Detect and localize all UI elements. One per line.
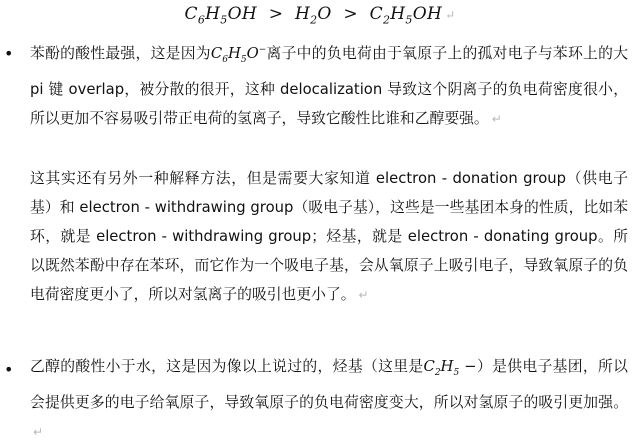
formula-subscript: 2: [382, 13, 391, 27]
formula-subscript: 5: [220, 13, 228, 27]
formula-symbol: H: [390, 4, 406, 24]
formula-subscript: 6: [197, 13, 206, 27]
formula-symbol: −: [459, 358, 477, 375]
alternative-explanation-paragraph: [30, 164, 628, 310]
formula-symbol: C: [184, 4, 198, 24]
water-formula: [294, 4, 332, 27]
formula-symbol: H: [294, 4, 311, 24]
formula-charge: −: [258, 45, 267, 55]
formula-symbol: C: [423, 358, 435, 375]
formula-subscript: 6: [222, 54, 228, 65]
paragraph-text: 苯酚的酸性最强，这是因为: [30, 44, 211, 62]
formula-subscript: 2: [310, 13, 318, 27]
bullet-marker: •: [4, 360, 14, 379]
paragraph-mark: ↵: [445, 8, 456, 22]
formula-symbol: OH: [412, 4, 443, 24]
formula-symbol: C: [210, 44, 223, 62]
formula-subscript: 2: [434, 367, 441, 378]
formula-symbol: H: [205, 4, 221, 24]
ethyl-group-formula: [423, 358, 477, 378]
paragraph-text: 离子中的负电荷由于氧原子上的孤对电子与苯环上的大 pi 键 overlap，被分散的很开，这种 delocalization 导致这个阴离子的负电荷密度很小，所以更加不容易吸引带正电荷的氢离子，导致它酸性比谁和乙醇要强。: [30, 44, 628, 127]
formula-symbol: O: [317, 4, 332, 24]
formula-symbol: H: [227, 44, 241, 62]
formula-symbol: OH: [227, 4, 257, 24]
greater-than-sign: >: [343, 4, 358, 24]
paragraph-text: 乙醇的酸性小于水，这是因为像以上说过的，烃基（这里是: [30, 358, 424, 375]
formula-symbol: C: [369, 4, 383, 24]
greater-than-sign: >: [268, 4, 284, 24]
formula-symbol: H: [440, 358, 454, 375]
formula-subscript: 5: [453, 367, 460, 378]
paragraph-text: ）是供电子基团，所以会提供更多的电子给氧原子，导致氧原子的负电荷密度变大，所以对氢原子的吸引更加强。: [30, 358, 628, 411]
phenol-formula: [184, 4, 257, 27]
bullet-marker: •: [4, 44, 14, 63]
formula-symbol: O: [246, 44, 259, 62]
ethanol-formula: [369, 4, 443, 27]
formula-subscript: 5: [405, 13, 413, 27]
paragraph-mark: ↵: [33, 424, 44, 439]
acidity-order-formula: [0, 4, 640, 26]
phenoxide-ion-formula: [210, 44, 267, 65]
formula-subscript: 5: [240, 54, 247, 65]
paragraph-text: 这其实还有另外一种解释方法，但是需要大家知道 electron - donation group（供电子基）和 electron - withdrawing group（吸电子基），这些是一些基团本身的性质，比如苯环，就是 electron - withdrawing group；烃基，就是 electron - donating group。所以既然苯酚中存在苯环，而它作为一个吸电子基，会从氧原子上吸引电子，导致氧原子的负电荷密度更小了，所以对氢离子的吸引也更小了。: [30, 170, 628, 303]
phenol-acidity-paragraph: [30, 36, 628, 134]
paragraph-mark: ↵: [491, 111, 502, 126]
paragraph-mark: ↵: [358, 288, 369, 302]
ethanol-acidity-paragraph: [30, 352, 628, 447]
